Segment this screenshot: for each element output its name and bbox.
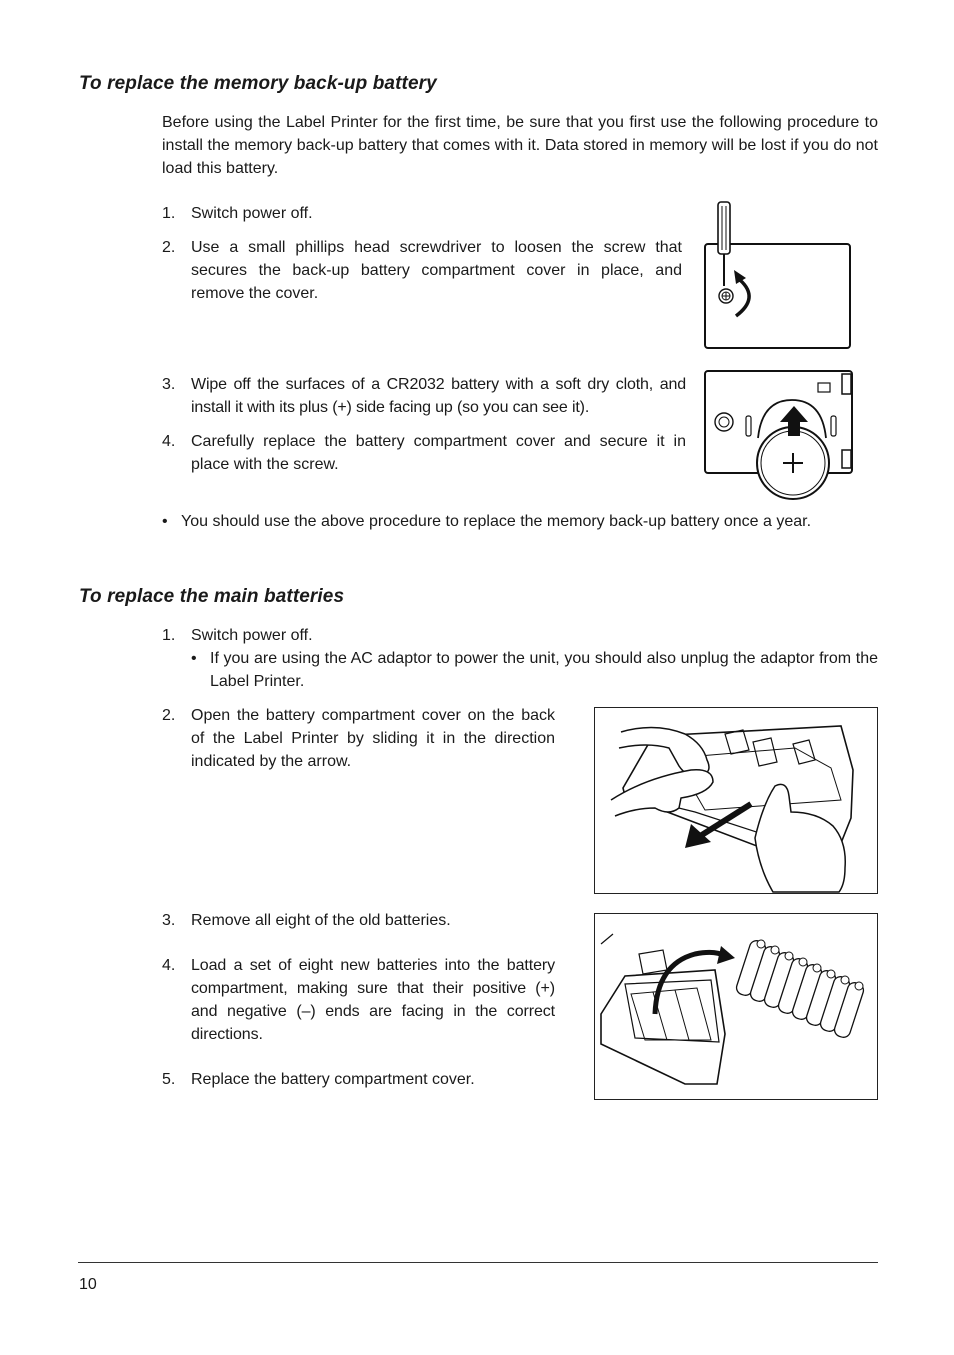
note-text: If you are using the AC adaptor to power the unit, you should also unplug the adaptor from the Label Printer. (210, 650, 878, 690)
step-number: 5. (162, 1071, 176, 1088)
step-text: Switch power off. (191, 627, 313, 644)
step-number: 2. (162, 707, 176, 724)
open-cover-figure (594, 707, 878, 894)
step-number: 2. (162, 239, 176, 256)
load-batteries-illustration (595, 914, 877, 1099)
section-title-backup-battery: To replace the memory back-up battery (79, 73, 437, 94)
step-text: Carefully replace the battery compartment cover and secure it in place with the screw. (191, 433, 686, 473)
step-text: Use a small phillips head screwdriver to loosen the screw that secures the back-up battery compartment cover in place, and remove the cover. (191, 239, 682, 302)
step-number: 1. (162, 205, 176, 222)
footer-rule (78, 1262, 878, 1263)
bullet: • (162, 513, 168, 530)
intro-paragraph: Before using the Label Printer for the first time, be sure that you first use the following procedure to install the memory back-up battery that comes with it. Data stored in memory will be lost if you do not load this battery. (162, 114, 878, 177)
step-text: Remove all eight of the old batteries. (191, 912, 451, 929)
step-number: 1. (162, 627, 176, 644)
section-title-main-batteries: To replace the main batteries (79, 586, 345, 607)
cr2032-battery-illustration (700, 366, 860, 506)
open-cover-illustration (595, 708, 877, 893)
step-text: Load a set of eight new batteries into the battery compartment, making sure that their positive (+) and negative (–) ends are facing in the correct directions. (191, 957, 555, 1043)
screwdriver-cover-illustration (700, 198, 856, 354)
page-number: 10 (79, 1276, 97, 1293)
step-text: Replace the battery compartment cover. (191, 1071, 475, 1088)
step-number: 3. (162, 376, 176, 393)
step-number: 3. (162, 912, 176, 929)
step-text: Wipe off the surfaces of a CR2032 battery with a soft dry cloth, and install it with its plus (+) side facing up (so you can see it). (191, 376, 686, 416)
load-batteries-figure (594, 913, 878, 1100)
step-number: 4. (162, 957, 176, 974)
step-number: 4. (162, 433, 176, 450)
step-text: Open the battery compartment cover on the back of the Label Printer by sliding it in the direction indicated by the arrow. (191, 707, 555, 770)
note-text: You should use the above procedure to replace the memory back-up battery once a year. (181, 513, 812, 530)
bullet: • (191, 650, 197, 667)
step-text: Switch power off. (191, 205, 313, 222)
